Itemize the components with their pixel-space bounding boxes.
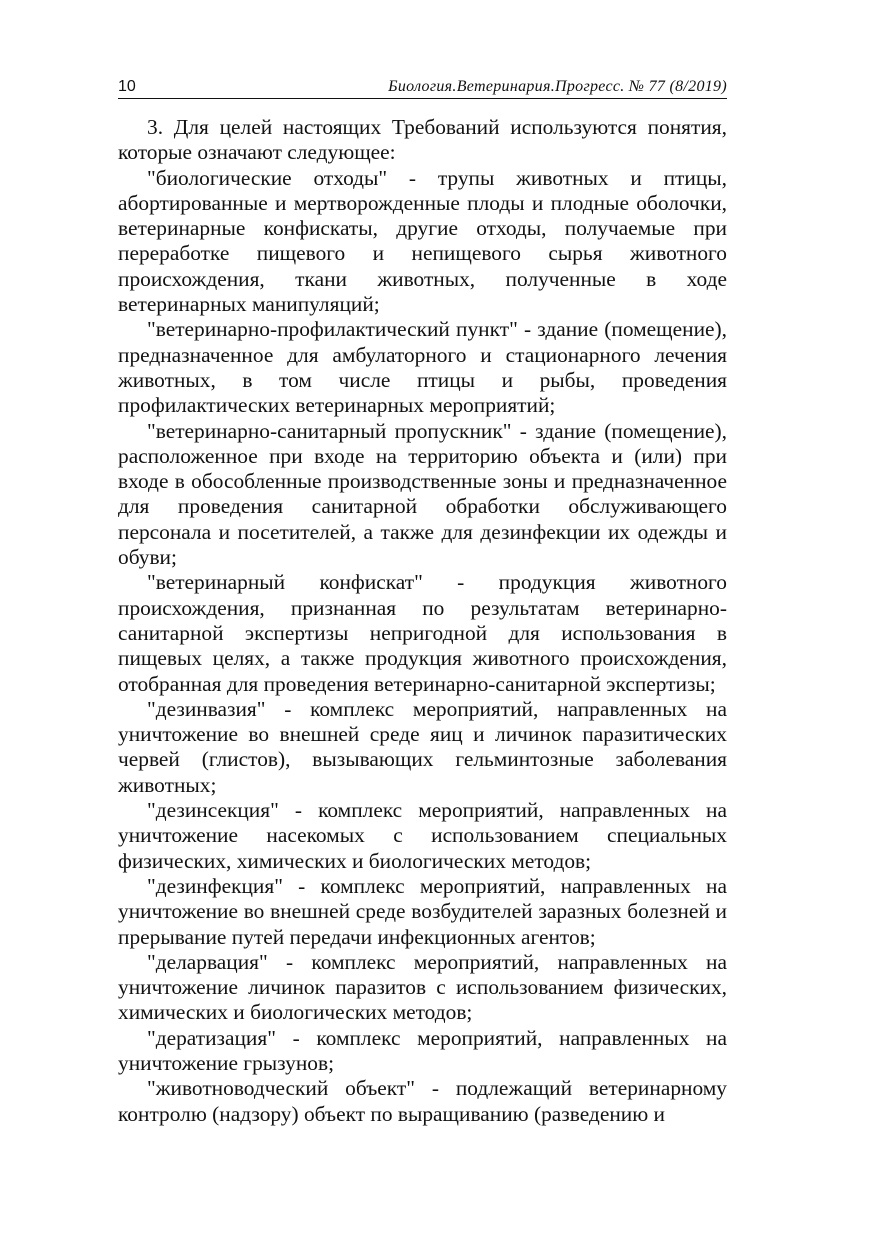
paragraph-vet-prophylactic-point: "ветеринарно-профилактический пункт" - здание (помещение), предназначенное для амбулаторного и стационарного лечения животных, в том числе птицы и рыбы, проведения профилактических ветеринарных мероприятий; [118,317,727,418]
paragraph-disinfection: "дезинфекция" - комплекс мероприятий, направленных на уничтожение во внешней среде возбудителей заразных болезней и прерывание путей передачи инфекционных агентов; [118,873,727,949]
paragraph-delarvation: "деларвация" - комплекс мероприятий, направленных на уничтожение личинок паразитов с использованием физических, химических и биологических методов; [118,949,727,1025]
paragraph-intro: 3. Для целей настоящих Требований используются понятия, которые означают следующее: [118,115,727,165]
paragraph-vet-sanitary-checkpoint: "ветеринарно-санитарный пропускник" - здание (помещение), расположенное при входе на территорию объекта и (или) при входе в обособленные производственные зоны и предназначенное для проведения санитарной обработки обслуживающего персонала и посетителей, а также для дезинфекции их одежды и обуви; [118,418,727,570]
paragraph-livestock-facility: "животноводческий объект" - подлежащий ветеринарному контролю (надзору) объект по выращиванию (разведению и [118,1076,727,1126]
paragraph-disinsection: "дезинсекция" - комплекс мероприятий, направленных на уничтожение насекомых с использованием специальных физических, химических и биологических методов; [118,798,727,873]
journal-title: Биология.Ветеринария.Прогресс. № 77 (8/2019) [388,78,727,95]
page-header [118,74,727,99]
document-body [118,115,727,1127]
paragraph-deratization: "дератизация" - комплекс мероприятий, направленных на уничтожение грызунов; [118,1025,727,1075]
paragraph-biological-waste: "биологические отходы" - трупы животных и птицы, абортированные и мертворожденные плоды и плодные оболочки, ветеринарные конфискаты, другие отходы, получаемые при переработке пищевого и непищевого сырья животного происхождения, ткани животных, полученные в ходе ветеринарных манипуляций; [118,165,727,317]
paragraph-vet-confiscate: "ветеринарный конфискат" - продукция животного происхождения, признанная по результатам ветеринарно-санитарной экспертизы непригодной для использования в пищевых целях, а также продукция животного происхождения, отобранная для проведения ветеринарно-санитарной экспертизы; [118,570,727,696]
paragraph-disinvasion: "дезинвазия" - комплекс мероприятий, направленных на уничтожение во внешней среде яиц и личинок паразитических червей (глистов), вызывающих гельминтозные заболевания животных; [118,696,727,797]
page-number: 10 [118,78,136,95]
